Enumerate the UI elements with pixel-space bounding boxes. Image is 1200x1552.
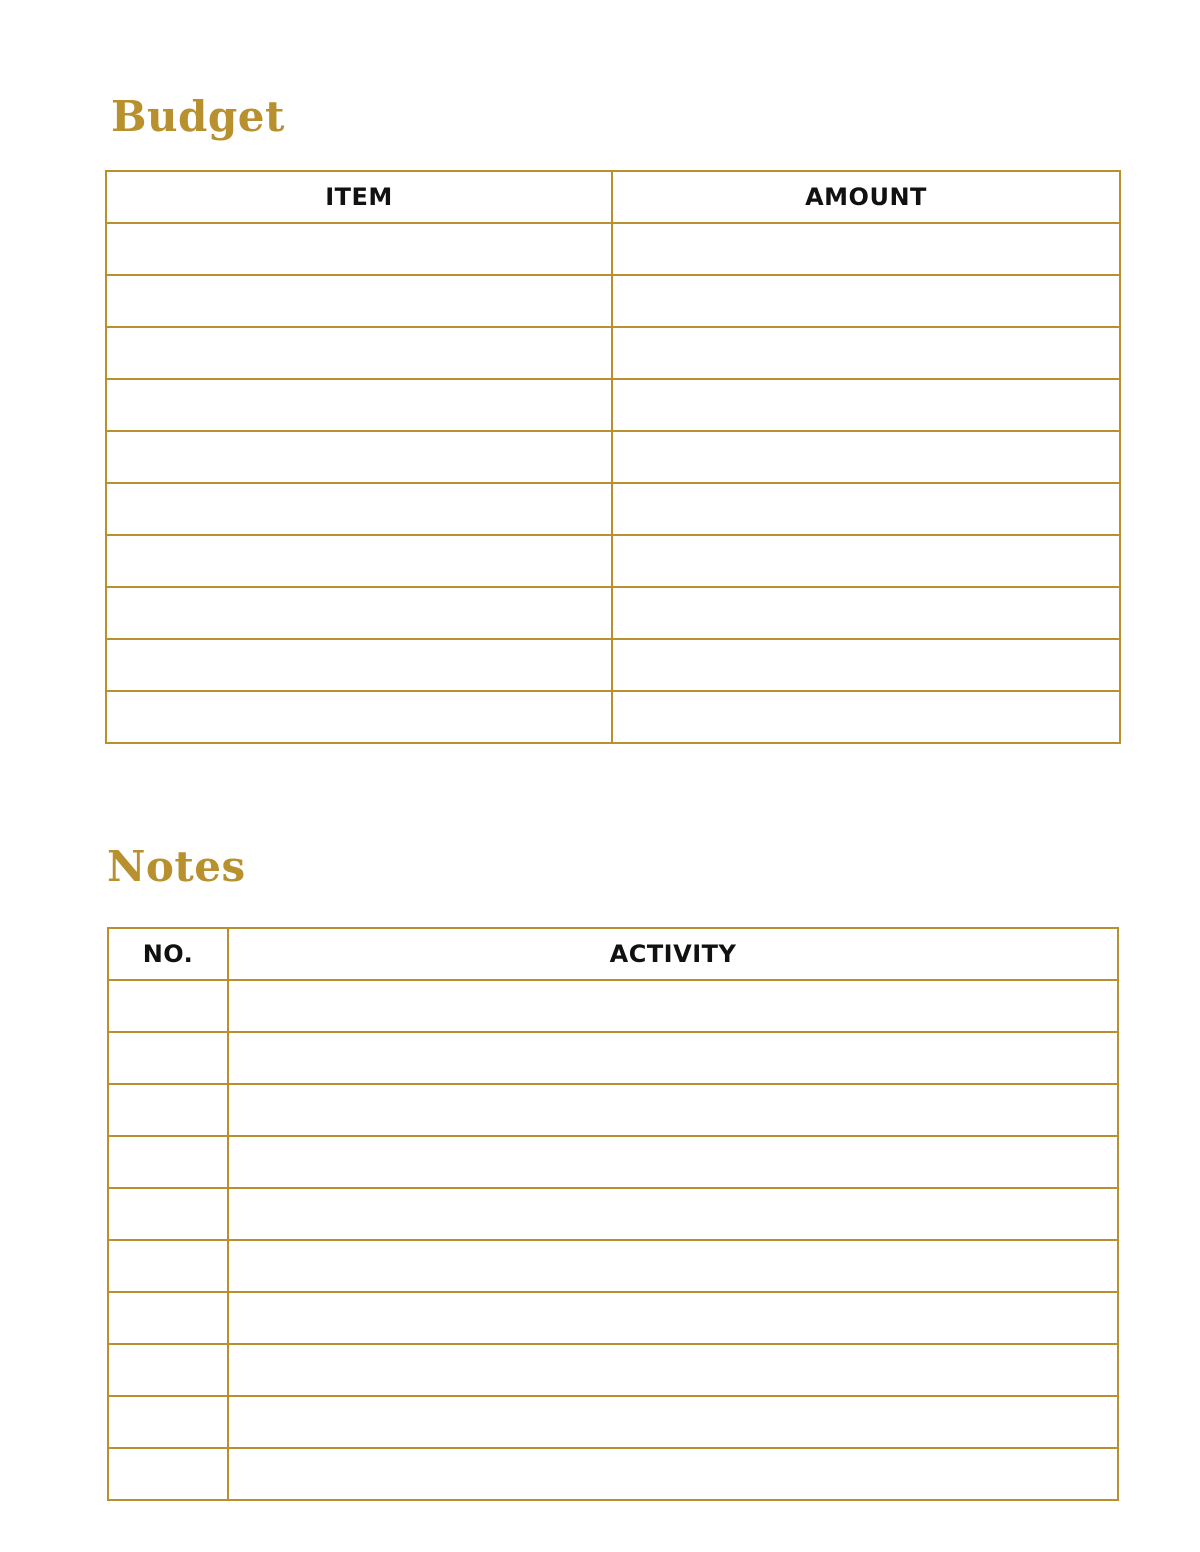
column-header-amount: AMOUNT [612,171,1120,223]
table-cell-no[interactable] [108,1084,228,1136]
column-header-item: ITEM [106,171,612,223]
table-row [108,1344,1118,1396]
table-cell-activity[interactable] [228,1084,1118,1136]
column-header-activity: ACTIVITY [228,928,1118,980]
table-row [106,483,1120,535]
table-cell-no[interactable] [108,1448,228,1500]
table-cell-activity[interactable] [228,1032,1118,1084]
table-row [106,535,1120,587]
table-cell-amount[interactable] [612,223,1120,275]
table-row [106,639,1120,691]
table-header-row [106,171,1120,223]
notes-title: Notes [107,842,246,891]
table-cell-amount[interactable] [612,483,1120,535]
table-row [108,1448,1118,1500]
table-cell-item[interactable] [106,223,612,275]
table-cell-amount[interactable] [612,431,1120,483]
table-cell-no[interactable] [108,1396,228,1448]
table-cell-no[interactable] [108,1292,228,1344]
table-row [106,327,1120,379]
table-cell-amount[interactable] [612,327,1120,379]
table-row [106,431,1120,483]
table-cell-activity[interactable] [228,1448,1118,1500]
table-cell-activity[interactable] [228,1292,1118,1344]
table-cell-amount[interactable] [612,587,1120,639]
notes-table [107,927,1119,1501]
table-cell-no[interactable] [108,1344,228,1396]
table-row [108,980,1118,1032]
table-cell-item[interactable] [106,535,612,587]
table-cell-item[interactable] [106,431,612,483]
table-cell-activity[interactable] [228,1240,1118,1292]
table-cell-no[interactable] [108,980,228,1032]
table-cell-activity[interactable] [228,1344,1118,1396]
table-row [108,1188,1118,1240]
table-cell-amount[interactable] [612,639,1120,691]
table-cell-activity[interactable] [228,980,1118,1032]
table-cell-item[interactable] [106,587,612,639]
table-cell-no[interactable] [108,1136,228,1188]
table-cell-item[interactable] [106,275,612,327]
table-cell-item[interactable] [106,327,612,379]
column-header-no: NO. [108,928,228,980]
table-row [108,1292,1118,1344]
table-cell-item[interactable] [106,483,612,535]
table-cell-amount[interactable] [612,691,1120,743]
table-cell-item[interactable] [106,639,612,691]
table-row [108,1240,1118,1292]
table-row [108,1084,1118,1136]
table-row [108,1032,1118,1084]
table-row [108,1396,1118,1448]
table-row [106,223,1120,275]
table-cell-item[interactable] [106,691,612,743]
table-cell-no[interactable] [108,1188,228,1240]
table-row [106,379,1120,431]
table-cell-amount[interactable] [612,535,1120,587]
budget-table [105,170,1121,744]
table-row [108,1136,1118,1188]
table-cell-activity[interactable] [228,1396,1118,1448]
table-row [106,691,1120,743]
budget-title: Budget [111,92,285,141]
table-cell-no[interactable] [108,1240,228,1292]
table-row [106,587,1120,639]
table-cell-amount[interactable] [612,379,1120,431]
table-row [106,275,1120,327]
table-cell-activity[interactable] [228,1188,1118,1240]
table-cell-activity[interactable] [228,1136,1118,1188]
table-cell-no[interactable] [108,1032,228,1084]
table-cell-item[interactable] [106,379,612,431]
table-header-row [108,928,1118,980]
table-cell-amount[interactable] [612,275,1120,327]
